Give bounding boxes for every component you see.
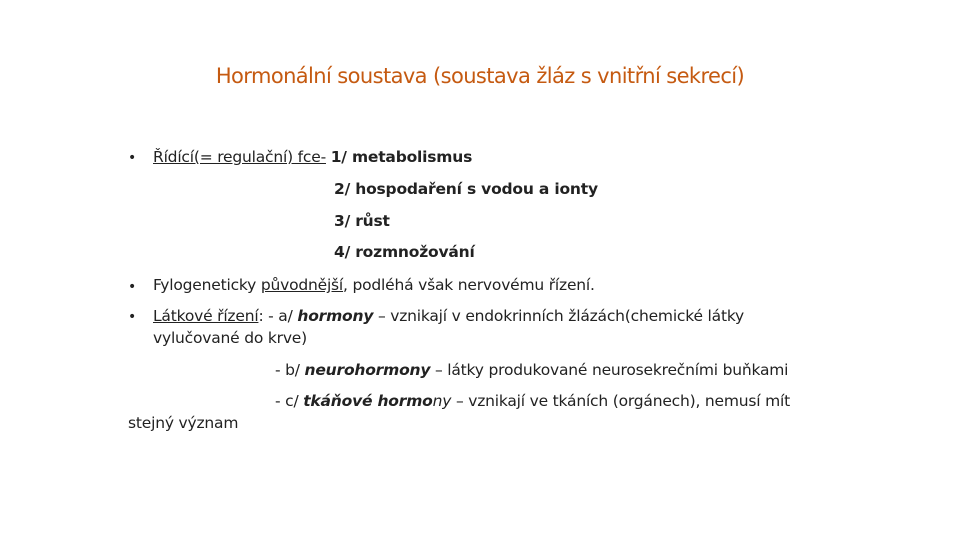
slide-title: Hormonální soustava (soustava žláz s vnitřní sekrecí) (215, 64, 745, 88)
item-tissue-hormones (275, 392, 790, 410)
text-neurohormony: – látky produkované neurosekrečními buňkami (430, 361, 789, 379)
regulation-item-1: 1/ metabolismus (330, 148, 473, 166)
regulation-label: Řídící(= regulační) fce- (153, 148, 326, 166)
text-hormony: – vznikají v endokrinních žlázách(chemické látky (373, 307, 745, 325)
item-neurohormony (275, 361, 788, 379)
bullet-regulation (153, 148, 472, 166)
prefix-b: - b/ (275, 361, 305, 379)
text-hormony-cont: vylučované do krve) (153, 329, 307, 347)
phylogeny-prefix: Fylogeneticky (153, 276, 261, 294)
regulation-item-2: 2/ hospodaření s vodou a ionty (334, 180, 598, 198)
phylogeny-underlined: původnější (260, 276, 344, 294)
term-tissue-hormones-rest: ny (432, 392, 452, 410)
text-tissue-hormones-cont: stejný význam (128, 414, 239, 432)
bullet-phylogeny (153, 276, 595, 294)
regulation-item-3: 3/ růst (334, 212, 390, 230)
term-hormony: hormony (297, 307, 374, 325)
bullet-marker: • (128, 309, 137, 325)
prefix-c: - c/ (275, 392, 304, 410)
bullet-marker: • (128, 279, 137, 295)
phylogeny-suffix: , podléhá však nervovému řízení. (343, 276, 595, 294)
chemical-control-after-label: : - a/ (258, 307, 298, 325)
bullet-marker: • (128, 150, 137, 166)
bullet-chemical-control (153, 307, 744, 325)
term-neurohormony: neurohormony (304, 361, 431, 379)
chemical-control-label: Látkové řízení (153, 307, 259, 325)
regulation-item-4: 4/ rozmnožování (334, 243, 475, 261)
text-tissue-hormones: – vznikají ve tkáních (orgánech), nemusí mít (451, 392, 790, 410)
term-tissue-hormones-bold: tkáňové hormo (303, 392, 433, 410)
